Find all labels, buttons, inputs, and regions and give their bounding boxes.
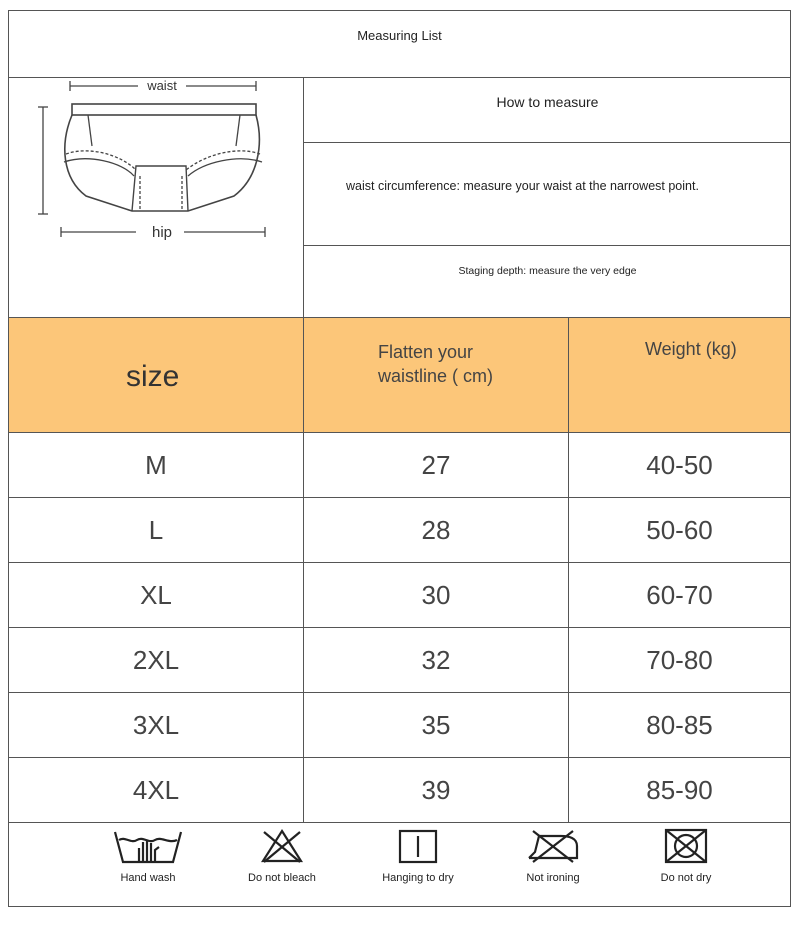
hand-wash-icon — [113, 828, 183, 864]
waistline-cell: 32 — [421, 645, 451, 675]
size-cell: 2XL — [132, 645, 180, 675]
care-item-do-not-bleach — [217, 828, 347, 884]
size-cell: L — [148, 515, 164, 545]
divider — [304, 142, 790, 143]
waistline-cell: 28 — [421, 515, 451, 545]
size-cell: XL — [140, 580, 172, 610]
briefs-measurement-diagram — [28, 74, 298, 246]
staging-instruction: Staging depth: measure the very edge — [458, 265, 637, 277]
care-item-do-not-dry — [621, 828, 751, 884]
waist-label: waist — [147, 78, 177, 93]
weight-cell: 60-70 — [646, 580, 713, 610]
size-cell: M — [145, 450, 167, 480]
divider — [9, 822, 790, 823]
care-label: Do not dry — [660, 872, 712, 884]
size-cell: 4XL — [132, 775, 180, 805]
how-to-measure-heading: How to measure — [496, 94, 599, 110]
column-header-waistline: Flatten your waistline ( cm) — [378, 342, 494, 386]
care-label: Hand wash — [120, 872, 176, 884]
waistline-cell: 30 — [421, 580, 451, 610]
hang-dry-icon — [396, 828, 440, 864]
care-item-not-ironing — [488, 828, 618, 884]
divider — [9, 317, 790, 318]
care-item-hand-wash — [83, 828, 213, 884]
size-cell: 3XL — [132, 710, 180, 740]
waistline-cell: 27 — [421, 450, 451, 480]
care-label: Do not bleach — [248, 872, 316, 884]
divider — [303, 77, 304, 318]
care-item-hanging-to-dry — [353, 828, 483, 884]
waistline-cell: 39 — [421, 775, 451, 805]
waistline-cell: 35 — [421, 710, 451, 740]
do-not-dry-clean-icon — [660, 828, 712, 864]
care-label: Not ironing — [526, 872, 580, 884]
do-not-bleach-icon — [260, 828, 304, 864]
column-header-size: size — [126, 360, 180, 393]
weight-cell: 40-50 — [646, 450, 713, 480]
waist-instruction: waist circumference: measure your waist at the narrowest point. — [346, 179, 699, 193]
no-ironing-icon — [525, 828, 581, 864]
weight-cell: 70-80 — [646, 645, 713, 675]
hip-label: hip — [151, 224, 173, 241]
weight-cell: 80-85 — [646, 710, 713, 740]
column-header-weight: Weight (kg) — [645, 339, 737, 359]
care-label: Hanging to dry — [382, 872, 454, 884]
weight-cell: 85-90 — [646, 775, 713, 805]
weight-cell: 50-60 — [646, 515, 713, 545]
divider — [304, 245, 790, 246]
page-title: Measuring List — [357, 28, 442, 43]
